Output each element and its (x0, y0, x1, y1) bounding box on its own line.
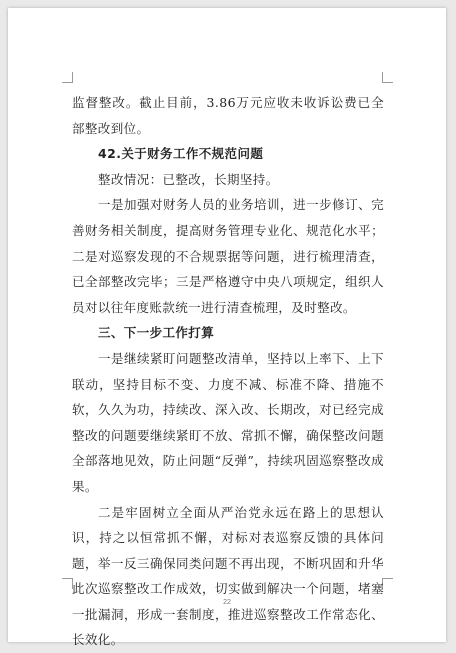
paragraph-finance-measures: 一是加强对财务人员的业务培训，进一步修订、完善财务相关制度，提高财务管理专业化、规范化水平；二是对巡察发现的不合规票据等问题，进行梳理清查，已全部整改完毕；三是严格遵守中央八项规定，组织人员对以往年度账款统一进行清查梳理，及时整改。 (72, 192, 384, 320)
item-heading: 42.关于财务工作不规范问题 (72, 141, 384, 167)
page-number: 22 (8, 599, 446, 606)
rectification-status: 整改情况：已整改，长期坚持。 (72, 167, 384, 193)
crop-mark-top-left (62, 72, 73, 83)
crop-mark-top-right (382, 72, 393, 83)
paragraph-next-step-1: 一是继续紧盯问题整改清单，坚持以上率下、上下联动，坚持目标不变、力度不减、标准不降、措施不软，久久为功，持续改、深入改、长期改，对已经完成整改的问题要继续紧盯不放、常抓不懈，确保整改问题全部落地见效，防止问题“反弹”，持续巩固巡察整改成果。 (72, 346, 384, 500)
document-page (8, 8, 446, 642)
paragraph-continued: 监督整改。截止目前，3.86万元应收未收诉讼费已全部整改到位。 (72, 90, 384, 141)
paragraph-next-step-2: 二是牢固树立全面从严治党永远在路上的思想认识，持之以恒常抓不懈，对标对表巡察反馈的具体问题，举一反三确保同类问题不再出现，不断巩固和升华此次巡察整改工作成效，切实做到解决一个问题，堵塞一批漏洞，形成一套制度，推进巡察整改工作常态化、长效化。 (72, 500, 384, 653)
section-heading: 三、下一步工作打算 (72, 320, 384, 346)
document-body (72, 90, 384, 653)
